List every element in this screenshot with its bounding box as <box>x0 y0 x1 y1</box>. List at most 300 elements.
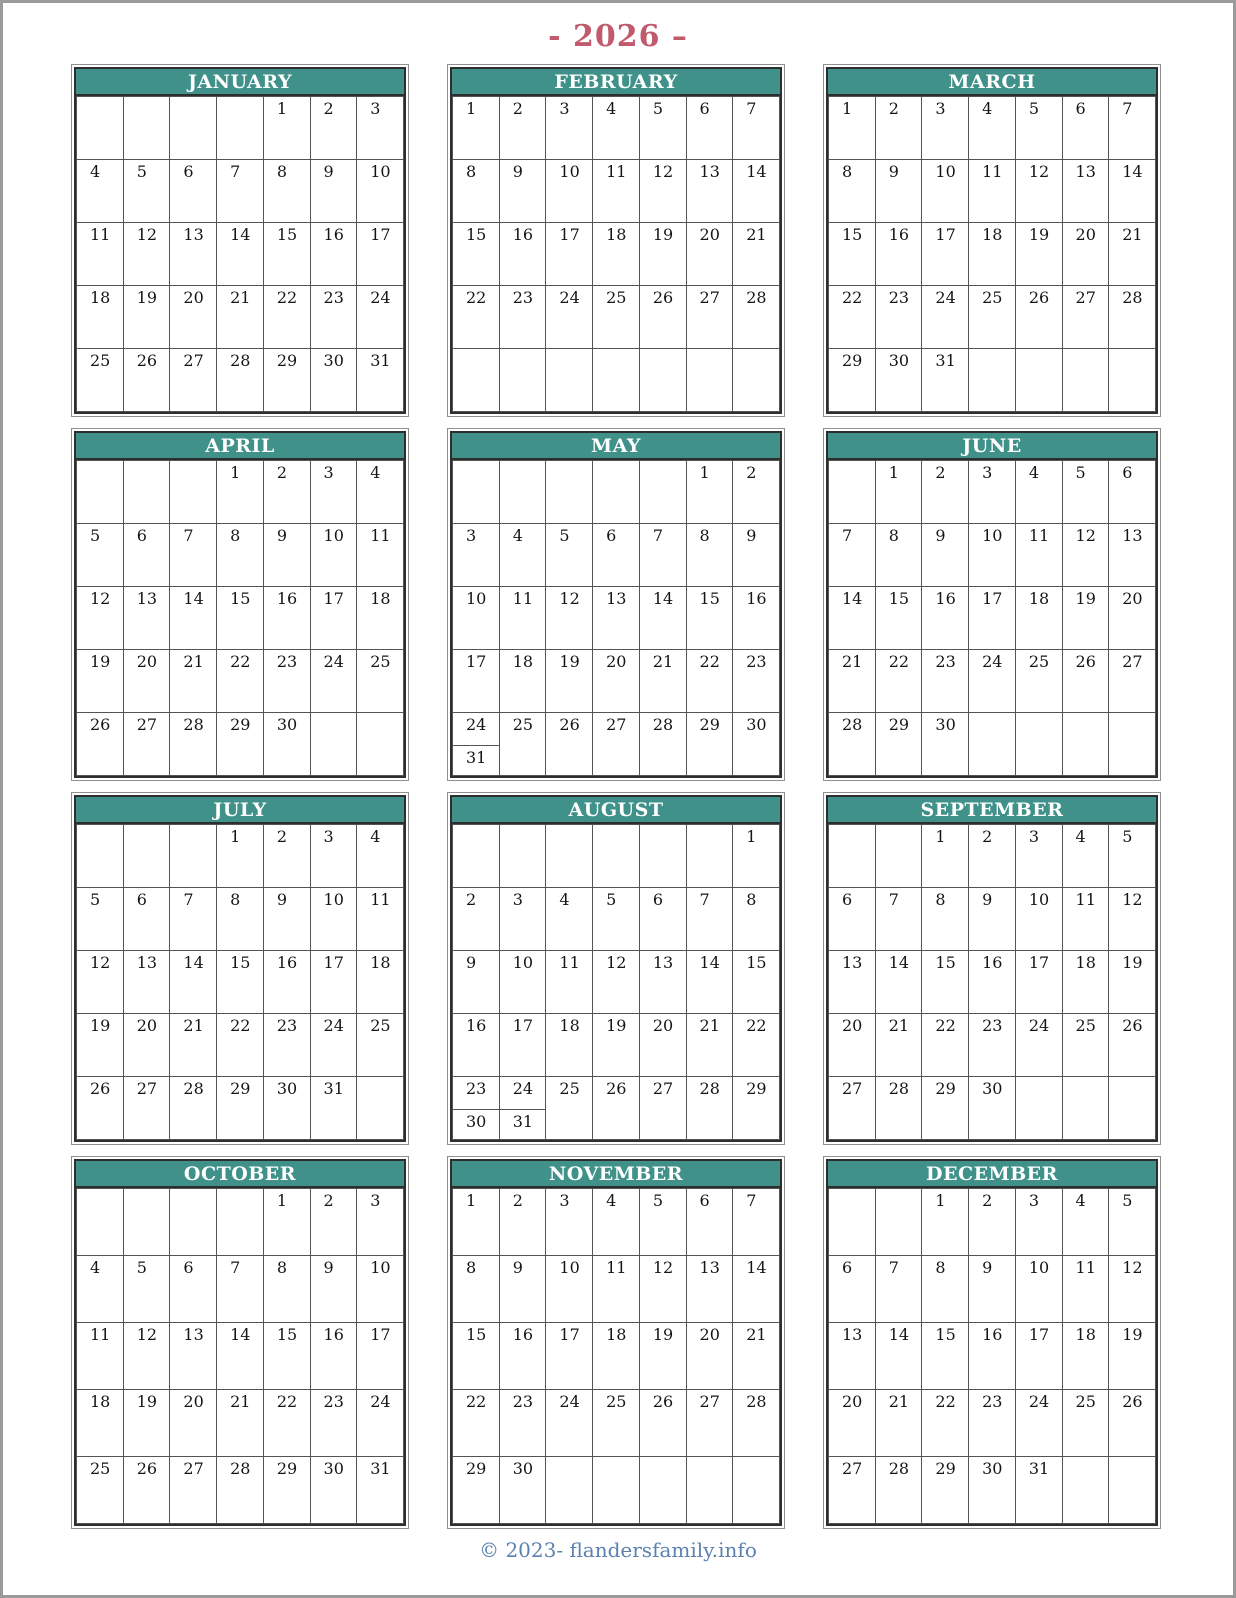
week-row <box>77 1014 404 1077</box>
month-name: JULY <box>213 798 267 821</box>
day-cell: 13 <box>593 587 640 650</box>
day-cell: 10 <box>310 888 357 951</box>
day-cell: 10 <box>546 1256 593 1323</box>
month-frame <box>823 64 1161 417</box>
day-cell: 19 <box>123 286 170 349</box>
day-cell: 8 <box>217 524 264 587</box>
month-calendar <box>71 792 409 1145</box>
week-row <box>829 888 1156 951</box>
day-cell: 27 <box>123 1077 170 1140</box>
day-cell: 1 <box>922 1189 969 1256</box>
day-cell: 22 <box>217 650 264 713</box>
day-cell: 11 <box>969 160 1016 223</box>
month-frame <box>823 792 1161 1145</box>
day-cell: 28 <box>1109 286 1156 349</box>
month-calendar <box>447 792 785 1145</box>
day-cell <box>593 349 640 412</box>
day-cell: 18 <box>969 223 1016 286</box>
day-cell: 9 <box>263 888 310 951</box>
day-cell: 10 <box>1015 1256 1062 1323</box>
day-cell: 25 <box>499 713 546 776</box>
day-cell: 17 <box>499 1014 546 1077</box>
day-cell <box>357 1077 404 1140</box>
day-cell: 12 <box>639 1256 686 1323</box>
day-cell <box>686 349 733 412</box>
day-cell: 11 <box>77 1323 124 1390</box>
week-row <box>77 461 404 524</box>
day-cell: 14 <box>829 587 876 650</box>
day-cell <box>639 349 686 412</box>
day-cell: 23 <box>733 650 780 713</box>
day-cell: 24 <box>1015 1390 1062 1457</box>
day-cell: 8 <box>453 1256 500 1323</box>
month-table <box>450 795 782 1142</box>
month-name: APRIL <box>205 434 275 457</box>
day-cell: 16 <box>733 587 780 650</box>
day-cell: 23 <box>499 286 546 349</box>
day-cell: 31 <box>357 349 404 412</box>
day-cell: 22 <box>875 650 922 713</box>
week-row <box>77 587 404 650</box>
day-cell <box>1109 1077 1156 1140</box>
day-cell: 9 <box>310 160 357 223</box>
day-cell: 10 <box>357 1256 404 1323</box>
day-cell: 14 <box>733 1256 780 1323</box>
week-row <box>453 825 780 888</box>
day-cell: 30 <box>499 1457 546 1524</box>
day-cell: 19 <box>639 1323 686 1390</box>
day-cell: 22 <box>453 1390 500 1457</box>
month-frame <box>71 64 409 417</box>
day-cell <box>170 825 217 888</box>
day-cell: 17 <box>1015 951 1062 1014</box>
day-cell: 24 <box>310 650 357 713</box>
day-cell: 8 <box>922 1256 969 1323</box>
day-cell: 8 <box>922 888 969 951</box>
month-header <box>828 69 1156 96</box>
day-cell: 13 <box>686 160 733 223</box>
day-cell: 28 <box>733 286 780 349</box>
month-calendar <box>447 1156 785 1529</box>
day-cell <box>686 825 733 888</box>
month-header <box>452 69 780 96</box>
week-row <box>453 650 780 713</box>
month-header <box>452 1161 780 1188</box>
day-cell <box>1062 349 1109 412</box>
month-calendar <box>71 1156 409 1529</box>
day-cell: 12 <box>1109 1256 1156 1323</box>
calendar-page <box>3 19 1233 1562</box>
day-cell: 13 <box>829 951 876 1014</box>
week-row <box>77 1077 404 1140</box>
year-title: - 2026 – <box>548 19 688 54</box>
day-cell: 3 <box>453 524 500 587</box>
day-cell: 8 <box>263 160 310 223</box>
day-cell: 30 <box>969 1457 1016 1524</box>
day-cell: 21 <box>875 1014 922 1077</box>
day-cell: 16 <box>310 223 357 286</box>
day-cell: 4 <box>357 461 404 524</box>
day-cell: 8 <box>733 888 780 951</box>
day-cell: 14 <box>733 160 780 223</box>
week-row <box>829 587 1156 650</box>
week-row <box>453 713 780 776</box>
month-table <box>74 67 406 414</box>
week-row <box>829 1014 1156 1077</box>
day-cell: 1 <box>686 461 733 524</box>
day-cell: 19 <box>546 650 593 713</box>
day-cell <box>829 1189 876 1256</box>
day-cell: 26 <box>123 349 170 412</box>
month-grid <box>76 824 404 1140</box>
week-row <box>453 160 780 223</box>
day-cell: 1 <box>217 461 264 524</box>
day-cell <box>123 461 170 524</box>
month-calendar <box>447 64 785 417</box>
day-cell: 4 <box>357 825 404 888</box>
day-cell: 27 <box>170 1457 217 1524</box>
month-header <box>76 1161 404 1188</box>
day-cell: 7 <box>686 888 733 951</box>
day-cell: 26 <box>546 713 593 776</box>
day-cell: 20 <box>829 1390 876 1457</box>
day-cell: 13 <box>829 1323 876 1390</box>
day-cell: 26 <box>1109 1014 1156 1077</box>
day-cell: 4 <box>1015 461 1062 524</box>
day-cell: 19 <box>123 1390 170 1457</box>
month-calendar <box>71 64 409 417</box>
day-cell: 15 <box>733 951 780 1014</box>
month-calendar <box>71 428 409 781</box>
week-row <box>829 825 1156 888</box>
day-cell: 29 <box>875 713 922 776</box>
day-cell <box>1109 713 1156 776</box>
day-cell: 27 <box>829 1077 876 1140</box>
day-cell: 16 <box>875 223 922 286</box>
day-cell: 13 <box>123 951 170 1014</box>
day-cell: 5 <box>77 888 124 951</box>
day-cell: 29 <box>733 1077 780 1140</box>
day-cell: 10 <box>357 160 404 223</box>
day-cell <box>875 1189 922 1256</box>
day-cell: 9 <box>263 524 310 587</box>
day-cell: 28 <box>875 1457 922 1524</box>
month-frame <box>71 428 409 781</box>
day-cell: 4 <box>593 1189 640 1256</box>
day-cell: 30 <box>733 713 780 776</box>
day-cell: 22 <box>829 286 876 349</box>
day-cell: 13 <box>1109 524 1156 587</box>
month-table <box>450 431 782 778</box>
day-cell: 14 <box>1109 160 1156 223</box>
day-cell: 23 <box>969 1014 1016 1077</box>
day-cell: 16 <box>263 587 310 650</box>
day-cell: 11 <box>357 888 404 951</box>
day-cell: 30 <box>263 1077 310 1140</box>
day-cell: 21 <box>686 1014 733 1077</box>
month-frame <box>823 428 1161 781</box>
week-row <box>77 1256 404 1323</box>
day-cell: 25 <box>1062 1390 1109 1457</box>
day-cell: 20 <box>829 1014 876 1077</box>
day-cell: 7 <box>829 524 876 587</box>
day-cell: 6 <box>1109 461 1156 524</box>
day-cell: 21 <box>170 1014 217 1077</box>
day-cell: 25 <box>77 349 124 412</box>
day-cell: 11 <box>1062 1256 1109 1323</box>
day-cell: 7 <box>733 1189 780 1256</box>
day-cell: 18 <box>1062 951 1109 1014</box>
day-cell: 29 <box>922 1457 969 1524</box>
day-cell: 21 <box>733 223 780 286</box>
month-header <box>76 69 404 96</box>
day-cell: 5 <box>546 524 593 587</box>
week-row <box>77 1323 404 1390</box>
day-cell: 19 <box>1062 587 1109 650</box>
day-cell: 23 <box>922 650 969 713</box>
day-cell: 2 <box>310 1189 357 1256</box>
day-cell: 15 <box>263 223 310 286</box>
day-cell: 28 <box>639 713 686 776</box>
month-header <box>76 797 404 824</box>
day-cell: 26 <box>593 1077 640 1140</box>
week-row <box>829 1189 1156 1256</box>
week-row <box>829 1077 1156 1140</box>
day-cell: 9 <box>453 951 500 1014</box>
day-cell: 22 <box>922 1014 969 1077</box>
day-number: 23 <box>453 1077 499 1110</box>
day-cell: 27 <box>686 1390 733 1457</box>
month-frame <box>447 428 785 781</box>
day-cell: 7 <box>639 524 686 587</box>
week-row <box>829 713 1156 776</box>
week-row <box>829 650 1156 713</box>
day-cell: 3 <box>357 97 404 160</box>
day-cell: 27 <box>639 1077 686 1140</box>
week-row <box>77 1189 404 1256</box>
week-row <box>77 1390 404 1457</box>
month-table <box>826 67 1158 414</box>
day-cell: 3 <box>922 97 969 160</box>
day-cell: 19 <box>1015 223 1062 286</box>
week-row <box>77 713 404 776</box>
week-row <box>453 286 780 349</box>
week-row <box>453 951 780 1014</box>
day-cell: 4 <box>969 97 1016 160</box>
day-cell: 9 <box>875 160 922 223</box>
day-cell: 15 <box>922 951 969 1014</box>
day-cell: 17 <box>546 1323 593 1390</box>
day-cell <box>1015 349 1062 412</box>
day-cell: 21 <box>639 650 686 713</box>
day-cell: 3 <box>546 1189 593 1256</box>
month-header <box>76 433 404 460</box>
day-cell: 7 <box>170 524 217 587</box>
day-cell: 6 <box>639 888 686 951</box>
month-name: OCTOBER <box>183 1162 297 1185</box>
day-cell: 6 <box>123 524 170 587</box>
day-cell: 20 <box>686 1323 733 1390</box>
day-cell <box>546 349 593 412</box>
month-header <box>828 433 1156 460</box>
day-cell: 22 <box>733 1014 780 1077</box>
day-cell: 24 <box>546 1390 593 1457</box>
day-cell: 28 <box>686 1077 733 1140</box>
day-cell: 16 <box>499 223 546 286</box>
day-cell: 9 <box>499 160 546 223</box>
day-cell: 6 <box>170 1256 217 1323</box>
day-cell <box>546 825 593 888</box>
day-cell: 13 <box>686 1256 733 1323</box>
day-cell: 24 <box>310 1014 357 1077</box>
month-table <box>826 431 1158 778</box>
day-cell: 21 <box>170 650 217 713</box>
day-cell: 5 <box>639 1189 686 1256</box>
day-cell: 8 <box>263 1256 310 1323</box>
day-cell: 25 <box>1062 1014 1109 1077</box>
week-row <box>829 349 1156 412</box>
day-cell: 6 <box>1062 97 1109 160</box>
day-cell <box>123 1189 170 1256</box>
day-cell: 16 <box>922 587 969 650</box>
day-cell: 4 <box>77 1256 124 1323</box>
day-cell: 6 <box>593 524 640 587</box>
week-row <box>77 650 404 713</box>
day-cell: 19 <box>639 223 686 286</box>
week-row <box>829 286 1156 349</box>
month-calendar <box>823 792 1161 1145</box>
day-cell: 18 <box>593 1323 640 1390</box>
month-grid <box>828 96 1156 412</box>
month-name: AUGUST <box>568 798 664 821</box>
day-cell: 29 <box>263 349 310 412</box>
day-cell: 24 <box>546 286 593 349</box>
day-cell: 13 <box>123 587 170 650</box>
day-cell: 2 <box>499 97 546 160</box>
day-cell: 19 <box>77 1014 124 1077</box>
day-cell <box>77 825 124 888</box>
week-row <box>453 1014 780 1077</box>
day-cell: 25 <box>77 1457 124 1524</box>
day-cell: 24 <box>922 286 969 349</box>
week-row <box>77 160 404 223</box>
day-cell: 29 <box>829 349 876 412</box>
month-grid <box>76 96 404 412</box>
day-cell: 25 <box>1015 650 1062 713</box>
day-cell: 9 <box>969 888 1016 951</box>
day-cell: 5 <box>123 1256 170 1323</box>
day-cell: 12 <box>593 951 640 1014</box>
day-cell: 10 <box>546 160 593 223</box>
day-cell <box>170 1189 217 1256</box>
week-row <box>453 223 780 286</box>
day-cell: 6 <box>829 1256 876 1323</box>
day-cell <box>639 461 686 524</box>
day-cell: 11 <box>593 160 640 223</box>
day-cell <box>170 97 217 160</box>
day-cell <box>639 1457 686 1524</box>
month-frame <box>447 64 785 417</box>
day-cell: 11 <box>1015 524 1062 587</box>
day-cell: 6 <box>123 888 170 951</box>
day-cell <box>546 461 593 524</box>
week-row <box>829 1457 1156 1524</box>
day-cell: 23 <box>875 286 922 349</box>
day-cell: 27 <box>829 1457 876 1524</box>
day-cell: 31 <box>357 1457 404 1524</box>
day-cell: 4 <box>593 97 640 160</box>
day-cell: 15 <box>829 223 876 286</box>
day-cell <box>733 1457 780 1524</box>
day-cell: 17 <box>310 587 357 650</box>
day-cell: 23 <box>969 1390 1016 1457</box>
month-table <box>74 795 406 1142</box>
day-cell <box>639 825 686 888</box>
day-cell: 7 <box>217 1256 264 1323</box>
day-cell: 16 <box>499 1323 546 1390</box>
day-cell: 27 <box>170 349 217 412</box>
month-frame <box>71 792 409 1145</box>
day-cell: 20 <box>123 650 170 713</box>
day-cell: 2 <box>969 825 1016 888</box>
day-cell: 20 <box>170 1390 217 1457</box>
day-cell: 24 <box>1015 1014 1062 1077</box>
day-cell: 7 <box>733 97 780 160</box>
day-cell: 9 <box>733 524 780 587</box>
day-cell: 1 <box>829 97 876 160</box>
week-row <box>453 1256 780 1323</box>
month-grid <box>452 824 780 1140</box>
day-cell: 20 <box>1109 587 1156 650</box>
day-cell: 27 <box>1062 286 1109 349</box>
day-cell: 26 <box>77 1077 124 1140</box>
day-cell <box>1062 1077 1109 1140</box>
day-cell: 15 <box>453 1323 500 1390</box>
day-cell: 13 <box>639 951 686 1014</box>
month-grid <box>828 1188 1156 1524</box>
day-cell: 3 <box>546 97 593 160</box>
month-header <box>828 1161 1156 1188</box>
day-cell: 26 <box>1015 286 1062 349</box>
month-grid <box>452 1188 780 1524</box>
day-cell: 22 <box>686 650 733 713</box>
day-cell <box>1109 349 1156 412</box>
day-cell: 5 <box>77 524 124 587</box>
week-row <box>453 1457 780 1524</box>
day-cell: 5 <box>593 888 640 951</box>
month-table <box>74 431 406 778</box>
month-grid <box>828 824 1156 1140</box>
day-cell: 21 <box>829 650 876 713</box>
day-cell: 15 <box>263 1323 310 1390</box>
month-frame <box>823 1156 1161 1529</box>
week-row <box>453 1323 780 1390</box>
day-cell <box>1062 1457 1109 1524</box>
day-cell: 11 <box>546 951 593 1014</box>
month-grid <box>828 460 1156 776</box>
month-name: JANUARY <box>187 70 293 93</box>
day-cell: 19 <box>1109 1323 1156 1390</box>
day-cell: 25 <box>357 650 404 713</box>
week-row <box>829 461 1156 524</box>
day-cell: 3 <box>499 888 546 951</box>
day-cell: 2 <box>969 1189 1016 1256</box>
day-cell: 11 <box>499 587 546 650</box>
day-cell: 22 <box>263 1390 310 1457</box>
day-cell: 2 <box>263 461 310 524</box>
day-cell: 18 <box>77 1390 124 1457</box>
day-cell: 14 <box>875 951 922 1014</box>
